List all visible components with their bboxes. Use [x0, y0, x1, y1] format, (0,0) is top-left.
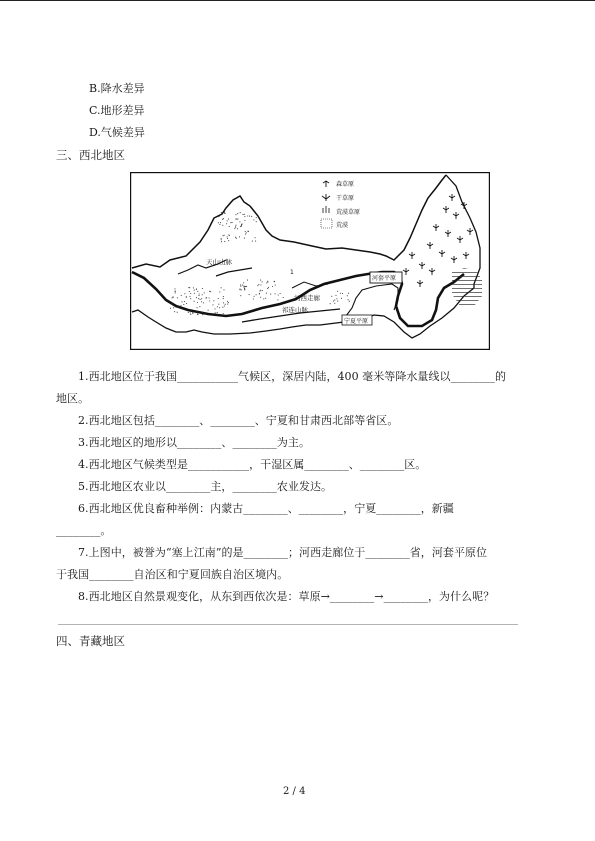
desert-dot — [194, 301, 195, 302]
desert-dot — [213, 300, 214, 301]
option-b: B.降水差异 — [89, 82, 145, 95]
desert-dot — [197, 302, 198, 303]
desert-dot — [220, 222, 221, 223]
option-d: D.气候差异 — [89, 126, 145, 139]
desert-dot — [190, 314, 191, 315]
desert-dot — [198, 298, 199, 299]
desert-dot — [240, 226, 241, 227]
desert-dot — [247, 231, 248, 232]
desert-dot — [235, 226, 236, 227]
desert-dot — [180, 305, 181, 306]
option-c: C.地形差异 — [89, 104, 145, 117]
desert-dot — [249, 294, 250, 295]
desert-dot — [174, 288, 175, 289]
legend-label-desert-steppe: 荒漠草原 — [336, 209, 361, 216]
legend-label-forest-steppe: 森草原 — [336, 181, 355, 188]
desert-dot — [340, 293, 341, 294]
desert-dot — [266, 293, 267, 294]
desert-dot — [240, 286, 241, 287]
desert-dot — [239, 221, 240, 222]
question-2: 2.西北地区包括________、________、宁夏和甘肃西北部等省区。 — [78, 414, 399, 427]
desert-dot — [256, 294, 257, 295]
desert-dot — [210, 291, 211, 292]
desert-dot — [243, 286, 244, 287]
desert-dot — [218, 222, 219, 223]
desert-dot — [241, 226, 242, 227]
desert-dot — [242, 214, 243, 215]
desert-dot — [259, 293, 260, 294]
label-small: 1 — [290, 269, 294, 276]
desert-dot — [223, 296, 224, 297]
desert-dot — [254, 296, 255, 297]
desert-dot — [240, 212, 241, 213]
desert-dot — [209, 297, 210, 298]
desert-dot — [196, 311, 197, 312]
desert-dot — [330, 303, 331, 304]
desert-dot — [274, 281, 275, 282]
northwest-map-figure — [130, 172, 490, 350]
desert-dot — [245, 234, 246, 235]
desert-dot — [221, 239, 222, 240]
desert-dot — [277, 299, 278, 300]
desert-dot — [196, 297, 197, 298]
question-3: 3.西北地区的地形以________、________为主。 — [78, 436, 310, 449]
desert-dot — [252, 241, 253, 242]
desert-dot — [266, 282, 267, 283]
desert-dot — [177, 306, 178, 307]
desert-dot — [262, 281, 263, 282]
desert-dot — [218, 216, 219, 217]
desert-dot — [218, 298, 219, 299]
desert-dot — [335, 295, 336, 296]
label-hetao: 河套平原 — [372, 275, 397, 282]
desert-dot — [230, 222, 231, 223]
desert-dot — [235, 214, 236, 215]
desert-dot — [246, 232, 247, 233]
desert-dot — [241, 289, 242, 290]
label-tianshan: 天山山脉 — [206, 258, 232, 266]
label-qilian: 祁连山脉 — [282, 306, 308, 314]
desert-dot — [263, 298, 264, 299]
desert-dot — [333, 301, 334, 302]
desert-dot — [244, 216, 245, 217]
desert-dot — [337, 291, 338, 292]
desert-dot — [267, 288, 268, 289]
desert-dot — [243, 287, 244, 288]
desert-dot — [349, 301, 350, 302]
desert-dot — [249, 216, 250, 217]
desert-dot — [251, 216, 252, 217]
desert-dot — [175, 290, 176, 291]
desert-dot — [244, 238, 245, 239]
desert-dot — [342, 293, 343, 294]
desert-dot — [237, 219, 238, 220]
desert-dot — [186, 303, 187, 304]
desert-dot — [244, 289, 245, 290]
desert-dot — [240, 284, 241, 285]
desert-dot — [243, 282, 244, 283]
desert-dot — [253, 298, 254, 299]
desert-dot — [242, 285, 243, 286]
desert-dot — [219, 291, 220, 292]
desert-dot — [203, 302, 204, 303]
desert-dot — [173, 307, 174, 308]
question-6-cont: ________。 — [56, 524, 112, 537]
desert-dot — [257, 285, 258, 286]
desert-dot — [190, 312, 191, 313]
desert-dot — [348, 299, 349, 300]
desert-dot — [255, 237, 256, 238]
desert-dot — [228, 234, 229, 235]
hatched-area — [452, 268, 482, 306]
desert-dot — [224, 213, 225, 214]
question-7-cont: 于我国________自治区和宁夏回族自治区境内。 — [56, 568, 289, 581]
desert-dot — [215, 312, 216, 313]
desert-dot — [334, 303, 335, 304]
desert-dot — [226, 223, 227, 224]
desert-dot — [235, 218, 236, 219]
desert-dot — [232, 222, 233, 223]
desert-dot — [260, 297, 261, 298]
desert-dot — [280, 293, 281, 294]
desert-dot — [206, 297, 207, 298]
desert-dot — [222, 225, 223, 226]
legend-label-desert: 荒漠 — [336, 222, 349, 229]
desert-dot — [197, 291, 198, 292]
desert-dot — [228, 240, 229, 241]
desert-dot — [202, 312, 203, 313]
desert-dot — [202, 288, 203, 289]
desert-dot — [184, 301, 185, 302]
desert-dot — [270, 294, 271, 295]
desert-dot — [189, 287, 190, 288]
desert-dot — [348, 293, 349, 294]
desert-dot — [256, 221, 257, 222]
desert-dot — [337, 301, 338, 302]
desert-dot — [255, 241, 256, 242]
desert-dot — [225, 304, 226, 305]
desert-dot — [219, 224, 220, 225]
desert-dot — [224, 211, 225, 212]
desert-dot — [217, 312, 218, 313]
desert-dot — [212, 304, 213, 305]
desert-dot — [202, 294, 203, 295]
question-1-cont: 地区。 — [56, 392, 90, 405]
desert-dot — [272, 286, 273, 287]
desert-dot — [227, 238, 228, 239]
desert-dot — [227, 236, 228, 237]
desert-dot — [262, 290, 263, 291]
desert-dot — [209, 291, 210, 292]
desert-dot — [219, 307, 220, 308]
desert-dot — [239, 236, 240, 237]
desert-dot — [227, 304, 228, 305]
desert-dot — [222, 307, 223, 308]
section-title-qingzang: 四、青藏地区 — [56, 634, 125, 648]
desert-dot — [171, 303, 172, 304]
desert-dot — [247, 280, 248, 281]
desert-dot — [175, 292, 176, 293]
desert-dot — [218, 304, 219, 305]
question-7: 7.上图中，被誉为“塞上江南”的是________；河西走廊位于________省，河套平原位 — [78, 546, 488, 559]
desert-dot — [197, 307, 198, 308]
desert-dot — [199, 293, 200, 294]
desert-dot — [223, 289, 224, 290]
desert-dot — [192, 312, 193, 313]
desert-dot — [256, 217, 257, 218]
desert-dot — [190, 293, 191, 294]
desert-dot — [204, 292, 205, 293]
desert-dot — [341, 298, 342, 299]
desert-dot — [177, 297, 178, 298]
desert-dot — [265, 298, 266, 299]
desert-dot — [240, 295, 241, 296]
desert-dot — [245, 231, 246, 232]
desert-dot — [237, 213, 238, 214]
desert-dot — [229, 226, 230, 227]
desert-dot — [334, 300, 335, 301]
desert-dot — [247, 215, 248, 216]
answer-line — [58, 624, 518, 625]
section-title-northwest: 三、西北地区 — [56, 148, 125, 162]
desert-dot — [246, 286, 247, 287]
desert-dot — [181, 295, 182, 296]
desert-dot — [214, 308, 215, 309]
label-ningxia: 宁夏平原 — [344, 318, 369, 325]
desert-dot — [170, 308, 171, 309]
desert-dot — [190, 298, 191, 299]
desert-dot — [189, 291, 190, 292]
desert-dot — [336, 298, 337, 299]
desert-dot — [181, 301, 182, 302]
desert-dot — [194, 290, 195, 291]
desert-dot — [267, 281, 268, 282]
desert-dot — [224, 235, 225, 236]
desert-dot — [223, 218, 224, 219]
desert-dot — [221, 238, 222, 239]
desert-dot — [253, 219, 254, 220]
desert-dot — [217, 306, 218, 307]
question-5: 5.西北地区农业以________主，________农业发达。 — [78, 480, 333, 493]
desert-dot — [258, 284, 259, 285]
desert-dot — [221, 241, 222, 242]
question-4: 4.西北地区气候类型是___________，干湿区属________、________区。 — [78, 458, 427, 471]
question-6: 6.西北地区优良畜种举例：内蒙古________、________，宁夏________，新疆 — [78, 502, 454, 515]
desert-dot — [235, 225, 236, 226]
desert-dot — [198, 295, 199, 296]
desert-dot — [347, 295, 348, 296]
desert-dot — [234, 228, 235, 229]
desert-dot — [268, 287, 269, 288]
desert-dot — [245, 286, 246, 287]
desert-dot — [224, 305, 225, 306]
question-1: 1.西北地区位于我国___________气候区，深居内陆，400 毫米等降水量线以________的 — [78, 370, 507, 383]
label-hexi: 河西走廊 — [294, 294, 320, 302]
desert-dot — [221, 287, 222, 288]
desert-dot — [227, 301, 228, 302]
desert-dot — [174, 311, 175, 312]
desert-dot — [201, 298, 202, 299]
desert-dot — [223, 313, 224, 314]
desert-dot — [331, 296, 332, 297]
desert-dot — [239, 288, 240, 289]
desert-dot — [209, 300, 210, 301]
desert-dot — [177, 312, 178, 313]
desert-dot — [275, 285, 276, 286]
desert-dot — [236, 219, 237, 220]
desert-dot — [183, 307, 184, 308]
desert-dot — [235, 237, 236, 238]
desert-dot — [188, 312, 189, 313]
desert-dot — [223, 298, 224, 299]
desert-dot — [202, 314, 203, 315]
desert-dot — [205, 313, 206, 314]
page-number: 2 / 4 — [283, 786, 306, 797]
desert-dot — [244, 214, 245, 215]
desert-dot — [193, 287, 194, 288]
desert-dot — [199, 306, 200, 307]
desert-dot — [222, 235, 223, 236]
question-8: 8.西北地区自然景观变化，从东到西依次是：草原→________→________，为什么呢？ — [78, 590, 495, 603]
desert-dot — [275, 293, 276, 294]
desert-dot — [259, 290, 260, 291]
desert-dot — [283, 297, 284, 298]
desert-dot — [173, 296, 174, 297]
legend-label-dry-steppe: 干草原 — [336, 195, 355, 202]
header-rule — [0, 0, 595, 1]
desert-dot — [228, 302, 229, 303]
desert-dot — [172, 297, 173, 298]
desert-dot — [236, 238, 237, 239]
desert-dot — [237, 228, 238, 229]
desert-dot — [242, 224, 243, 225]
desert-dot — [278, 294, 279, 295]
desert-dot — [244, 220, 245, 221]
desert-dot — [228, 219, 229, 220]
desert-dot — [221, 212, 222, 213]
desert-dot — [201, 301, 202, 302]
desert-dot — [196, 289, 197, 290]
desert-dot — [194, 293, 195, 294]
desert-dot — [184, 293, 185, 294]
desert-dot — [224, 241, 225, 242]
desert-dot — [197, 314, 198, 315]
desert-dot — [223, 302, 224, 303]
desert-dot — [227, 220, 228, 221]
desert-dot — [186, 296, 187, 297]
desert-dot — [200, 299, 201, 300]
desert-dot — [260, 280, 261, 281]
desert-dot — [183, 304, 184, 305]
desert-dot — [260, 284, 261, 285]
desert-dot — [208, 310, 209, 311]
desert-dot — [189, 296, 190, 297]
